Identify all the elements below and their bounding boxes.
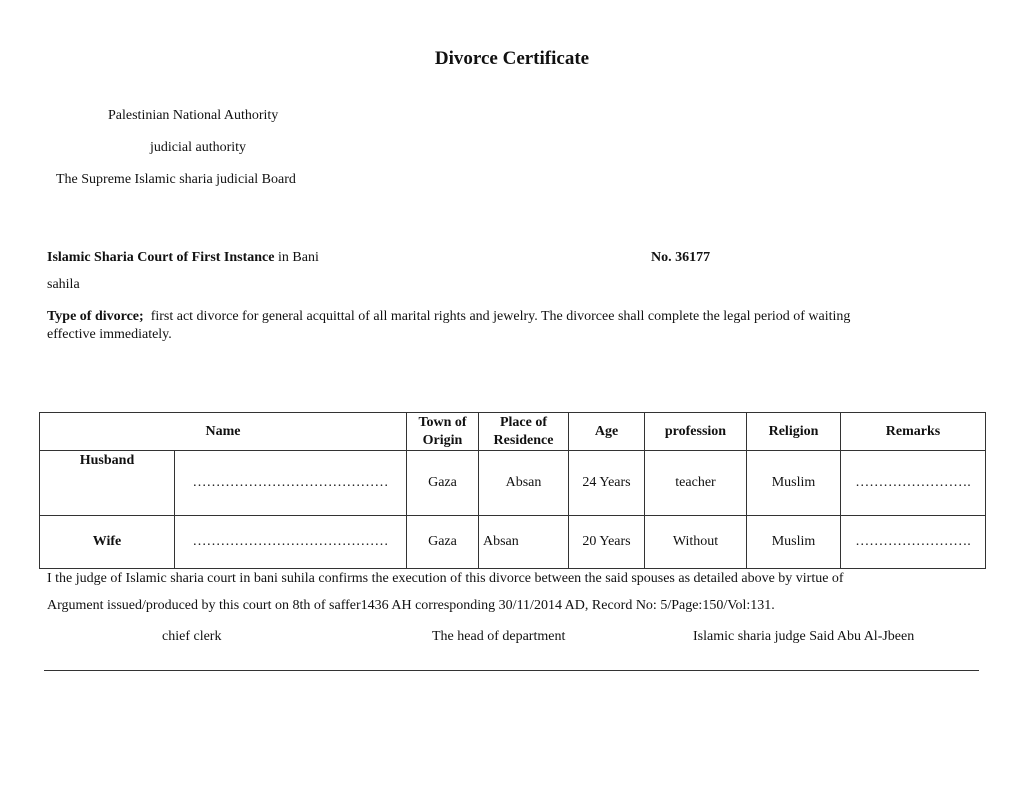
table-header-row bbox=[40, 413, 986, 451]
authority-line-1: Palestinian National Authority bbox=[108, 108, 279, 123]
confirmation-line2: Argument issued/produced by this court on 8th of saffer1436 AH corresponding 30/11/2014 AD, Record No: 5/Page:150/Vol:131. bbox=[47, 598, 775, 613]
bottom-divider bbox=[44, 670, 979, 671]
header-place-text: Place of Residence bbox=[493, 414, 554, 448]
wife-remarks: ……………………. bbox=[841, 516, 986, 569]
court-name-rest: in Bani bbox=[274, 250, 319, 265]
wife-age: 20 Years bbox=[569, 516, 645, 569]
confirmation-line1: I the judge of Islamic sharia court in bani suhila confirms the execution of this divorce between the said spouses as detailed above by virtue of bbox=[47, 571, 844, 586]
husband-religion: Muslim bbox=[747, 451, 841, 516]
signature-chief-clerk: chief clerk bbox=[162, 629, 222, 644]
header-age: Age bbox=[569, 413, 645, 451]
role-husband: Husband bbox=[40, 451, 175, 516]
wife-profession: Without bbox=[645, 516, 747, 569]
header-town-of-origin bbox=[407, 413, 479, 451]
husband-age: 24 Years bbox=[569, 451, 645, 516]
signature-judge: Islamic sharia judge Said Abu Al-Jbeen bbox=[693, 629, 915, 644]
husband-residence: Absan bbox=[479, 451, 569, 516]
divorce-type-line2: effective immediately. bbox=[47, 327, 172, 342]
document-title: Divorce Certificate bbox=[434, 48, 590, 69]
header-place-of-residence bbox=[479, 413, 569, 451]
signature-head-of-department: The head of department bbox=[432, 629, 566, 644]
wife-residence: Absan bbox=[479, 516, 569, 569]
authority-line-2: judicial authority bbox=[150, 140, 247, 155]
table-row-husband bbox=[40, 451, 986, 516]
table-row-wife bbox=[40, 516, 986, 569]
divorce-type-label: Type of divorce; bbox=[47, 309, 144, 324]
spouses-table bbox=[39, 412, 986, 569]
husband-remarks: ……………………. bbox=[841, 451, 986, 516]
wife-religion: Muslim bbox=[747, 516, 841, 569]
header-remarks: Remarks bbox=[841, 413, 986, 451]
divorce-type-line1 bbox=[47, 309, 850, 325]
court-name-bold: Islamic Sharia Court of First Instance bbox=[47, 250, 275, 265]
wife-town: Gaza bbox=[407, 516, 479, 569]
header-profession: profession bbox=[645, 413, 747, 451]
husband-profession: teacher bbox=[645, 451, 747, 516]
wife-name: …………………………………… bbox=[175, 516, 407, 569]
husband-name: …………………………………… bbox=[175, 451, 407, 516]
header-religion: Religion bbox=[747, 413, 841, 451]
divorce-type-text: first act divorce for general acquittal of all marital rights and jewelry. The divorcee shall complete the legal period of waiting bbox=[150, 309, 851, 324]
header-town-text: Town of Origin bbox=[418, 414, 467, 448]
certificate-number: No. 36177 bbox=[651, 250, 711, 265]
role-wife: Wife bbox=[40, 516, 175, 569]
authority-line-3: The Supreme Islamic sharia judicial Board bbox=[56, 172, 296, 187]
husband-town: Gaza bbox=[407, 451, 479, 516]
header-name: Name bbox=[40, 413, 407, 451]
court-name bbox=[47, 250, 319, 266]
court-name-line2: sahila bbox=[47, 277, 80, 292]
